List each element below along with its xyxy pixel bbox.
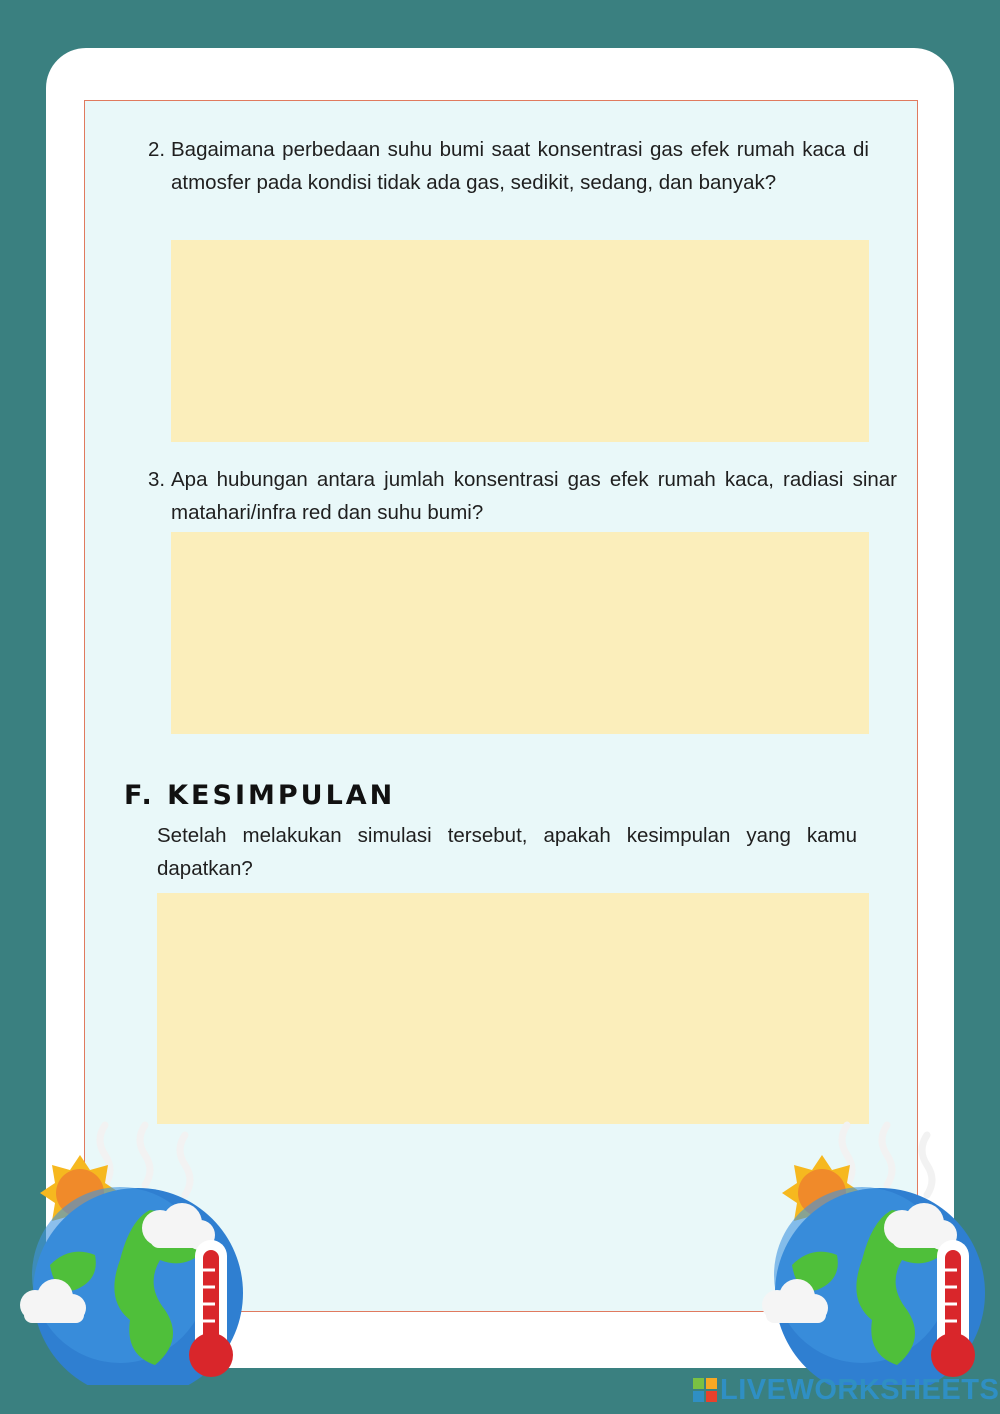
section-f-prompt: Setelah melakukan simulasi tersebut, apakah kesimpulan yang kamu dapatkan? bbox=[157, 824, 857, 880]
thermometer-icon bbox=[189, 1240, 233, 1377]
section-f-title: F. KESIMPULAN bbox=[124, 780, 396, 811]
question-3-number: 3. bbox=[148, 468, 166, 491]
answer-box-conclusion[interactable] bbox=[157, 893, 869, 1124]
question-2-text: Bagaimana perbedaan suhu bumi saat konsentrasi gas efek rumah kaca di atmosfer pada kondisi tidak ada gas, sedikit, sedang, dan banyak? bbox=[171, 138, 869, 194]
heat-waves-icon bbox=[842, 1125, 932, 1195]
question-3-text: Apa hubungan antara jumlah konsentrasi gas efek rumah kaca, radiasi sinar matahari/infra red dan suhu bumi? bbox=[171, 468, 897, 524]
thermometer-icon bbox=[931, 1240, 975, 1377]
globe-thermometer-illustration-right bbox=[752, 1115, 992, 1385]
answer-box-question-3[interactable] bbox=[171, 532, 869, 734]
answer-box-question-2[interactable] bbox=[171, 240, 869, 442]
heat-waves-icon bbox=[100, 1125, 190, 1195]
globe-thermometer-illustration-left bbox=[10, 1115, 250, 1385]
liveworksheets-logo-icon bbox=[693, 1378, 717, 1402]
question-2-number: 2. bbox=[148, 138, 166, 161]
liveworksheets-watermark[interactable]: LIVEWORKSHEETS bbox=[720, 1374, 1000, 1406]
